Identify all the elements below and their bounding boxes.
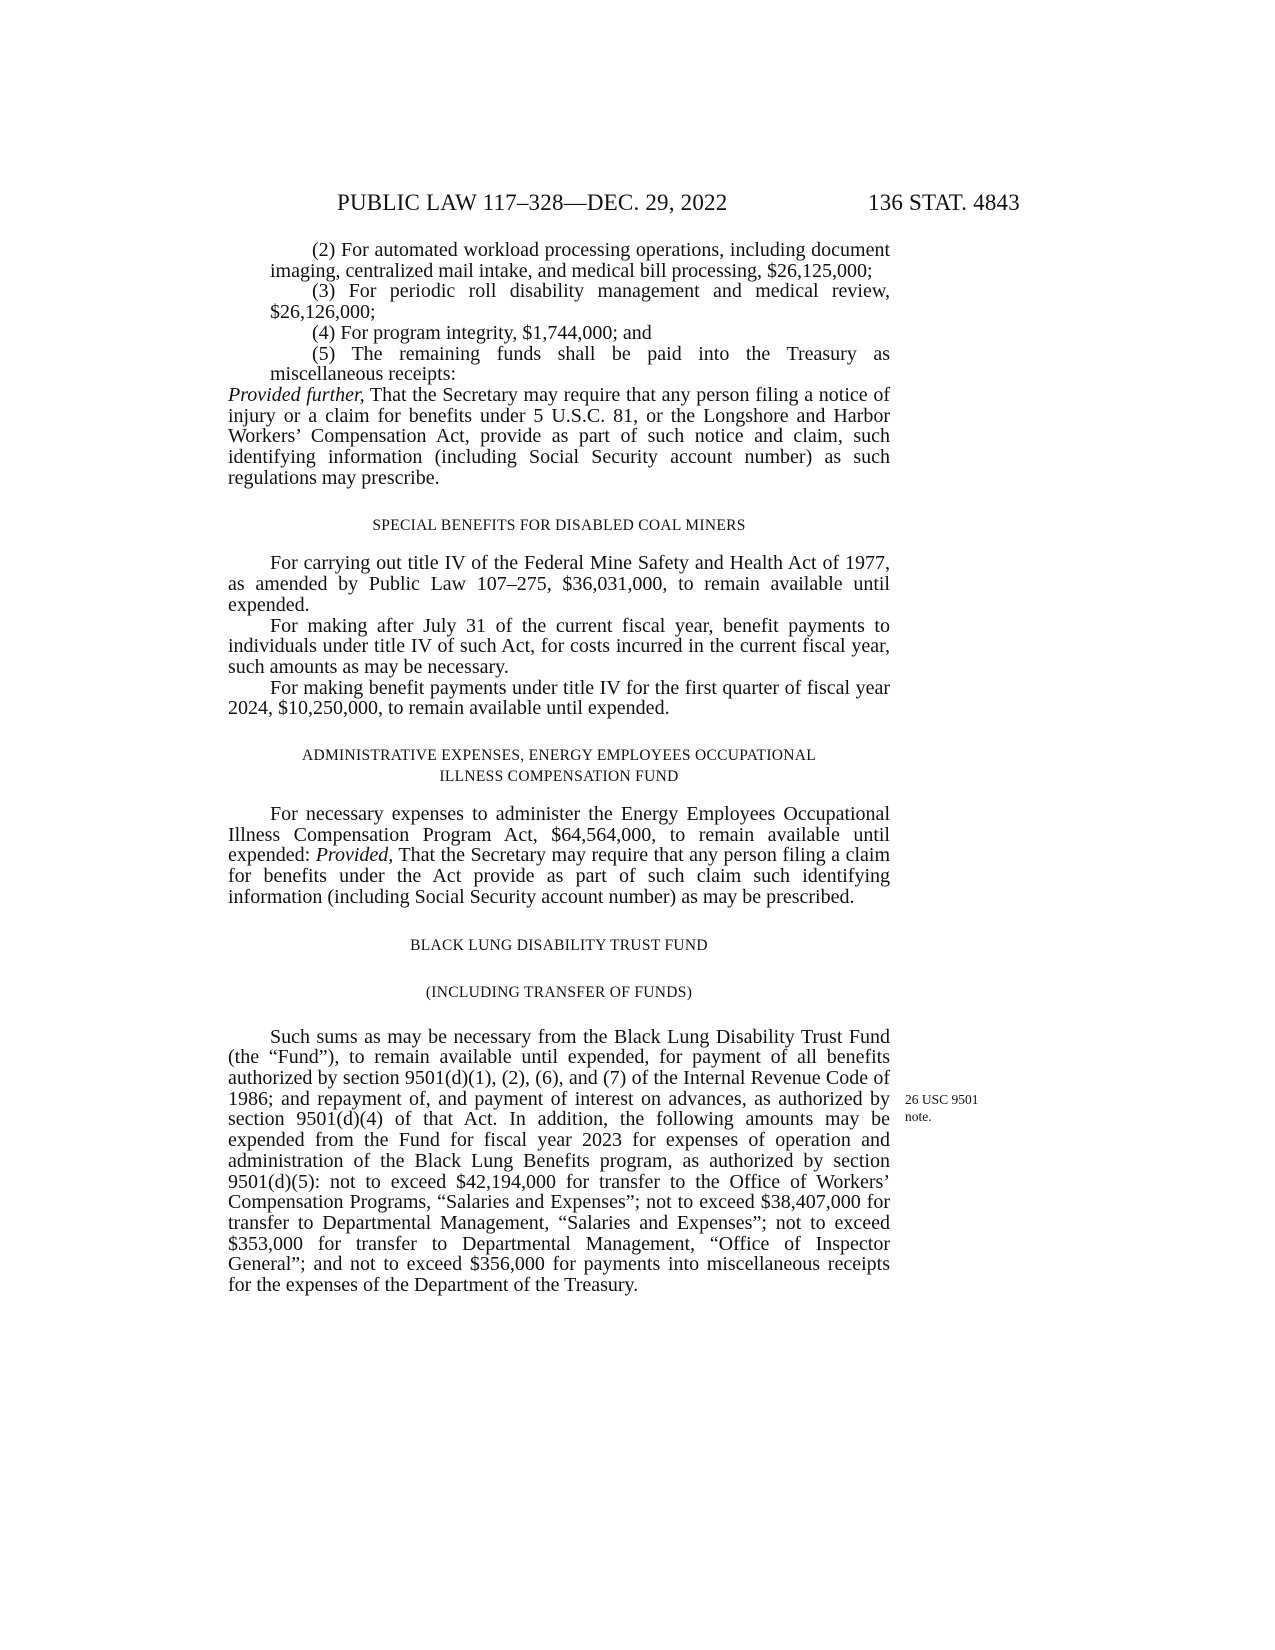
margin-note-citation: 26 USC 9501 xyxy=(905,1092,979,1107)
section-heading-energy-line-2: ILLNESS COMPENSATION FUND xyxy=(439,768,679,786)
numbered-items xyxy=(270,240,890,385)
section-heading-energy-line-1: ADMINISTRATIVE EXPENSES, ENERGY EMPLOYEES OCCUPATIONAL xyxy=(301,747,817,765)
running-head xyxy=(0,190,1275,220)
coal-miners-paragraph-3: For making benefit payments under title IV for the first quarter of fiscal year 2024, $10,250,000, to remain available until expended. xyxy=(228,676,890,720)
statute-page-number: 136 STAT. 4843 xyxy=(868,190,1020,215)
item-2: (2) For automated workload processing operations, including document imaging, centralized mail intake, and medical bill processing, $26,125,000; xyxy=(270,239,890,282)
item-5: (5) The remaining funds shall be paid into the Treasury as miscellaneous receipts: xyxy=(270,342,890,386)
section-subheading-transfer: (INCLUDING TRANSFER OF FUNDS) xyxy=(425,983,693,1001)
item-4: (4) For program integrity, $1,744,000; and xyxy=(312,321,652,344)
energy-fund-text-before: For necessary expenses to administer the Energy Employees Occupational Illness Compensation Program Act, $64,564,000, to remain available until expended: xyxy=(228,803,890,867)
document-body xyxy=(228,240,890,1296)
energy-fund-text-after: That the Secretary may require that any person filing a claim for benefits under the Act provide as part of such claim such identifying information (including Social Security account number) as may be prescribed. xyxy=(228,844,890,908)
section-heading-black-lung: BLACK LUNG DISABILITY TRUST FUND xyxy=(410,936,708,954)
margin-note xyxy=(905,1091,1025,1125)
section-heading-coal-miners: SPECIAL BENEFITS FOR DISABLED COAL MINERS xyxy=(372,517,746,535)
item-3: (3) For periodic roll disability management and medical review, $26,126,000; xyxy=(270,280,890,324)
black-lung-paragraph: Such sums as may be necessary from the Black Lung Disability Trust Fund (the “Fund”), to remain available until expended, for payment of all benefits authorized by section 9501(d)(1), (2), (6), and (7) of the Internal Revenue Code of 1986; and repayment of, and payment of interest on advances, as authorized by section 9501(d)(4) of that Act. In addition, the following amounts may be expended from the Fund for fiscal year 2023 for expenses of operation and administration of the Black Lung Benefits program, as authorized by section 9501(d)(5): not to exceed $42,194,000 for transfer to the Office of Workers’ Compensation Programs, “Salaries and Expenses”; not to exceed $38,407,000 for transfer to Departmental Management, “Salaries and Expenses”; not to exceed $353,000 for transfer to Departmental Management, “Office of Inspector General”; and not to exceed $356,000 for payments into miscellaneous receipts for the expenses of the Department of the Treasury. xyxy=(228,1025,890,1297)
provided-further-lead: Provided further, xyxy=(228,383,365,406)
coal-miners-paragraph-1: For carrying out title IV of the Federal Mine Safety and Health Act of 1977, as amended by Public Law 107–275, $36,031,000, to remain available until expended. xyxy=(228,552,890,616)
provided-further-text: That the Secretary may require that any person filing a notice of injury or a claim for benefits under 5 U.S.C. 81, or the Longshore and Harbor Workers’ Compensation Act, provide as part of such notice and claim, such identifying information (including Social Security account number) as such regulations may prescribe. xyxy=(228,383,890,489)
provided-further-paragraph xyxy=(228,385,890,489)
coal-miners-paragraph-2: For making after July 31 of the current fiscal year, benefit payments to individuals under title IV of such Act, for costs incurred in the current fiscal year, such amounts as may be necessary. xyxy=(228,614,890,678)
margin-note-label: note. xyxy=(905,1109,932,1124)
energy-fund-paragraph xyxy=(228,804,890,908)
running-head-title: PUBLIC LAW 117–328—DEC. 29, 2022 xyxy=(337,190,728,215)
energy-fund-provided: Provided, xyxy=(315,844,394,867)
